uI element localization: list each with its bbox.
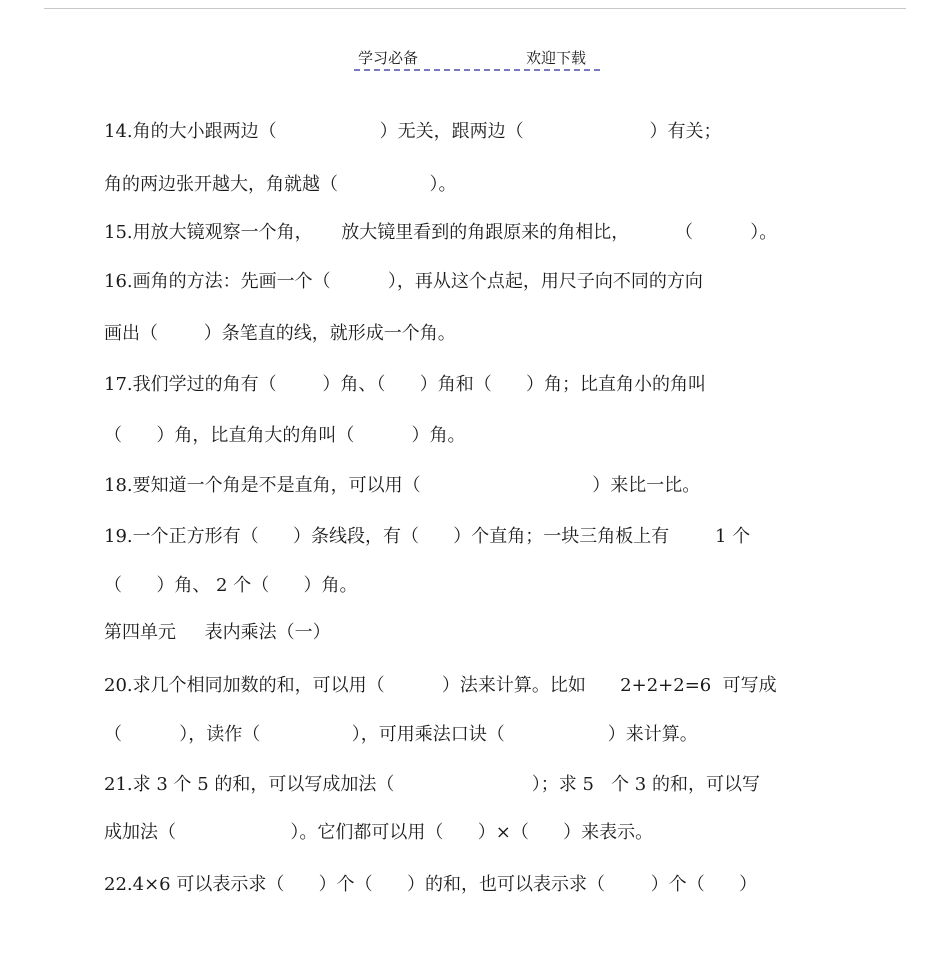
unit-four-heading: 第四单元 表内乘法（一）: [104, 622, 331, 643]
header-right-text: 欢迎下载: [526, 49, 587, 67]
question-22-line: 22.4×6 可以表示求（ ）个（ ）的和，也可以表示求（ ）个（ ）: [104, 874, 758, 895]
question-14-line-1: 14.角的大小跟两边（ ）无关，跟两边（ ）有关；: [104, 121, 722, 142]
question-19-line-2: （ ）角、 2 个（ ）角。: [104, 575, 358, 596]
question-16-line-2: 画出（ ）条笔直的线，就形成一个角。: [104, 323, 456, 344]
question-20-line-1: 20.求几个相同加数的和，可以用（ ）法来计算。比如 2+2+2=6 可写成: [104, 675, 777, 696]
question-20-line-2: （ ），读作（ ），可用乘法口诀（ ）来计算。: [104, 724, 698, 745]
question-15-line: 15.用放大镜观察一个角， 放大镜里看到的角跟原来的角相比， （ ）。: [104, 222, 778, 243]
header-left-text: 学习必备: [358, 49, 419, 67]
question-21-line-2: 成加法（ ）。它们都可以用（ ）×（ ）来表示。: [104, 822, 654, 843]
question-17-line-1: 17.我们学过的角有（ ）角、（ ）角和（ ）角；比直角小的角叫: [104, 374, 707, 395]
question-18-line: 18.要知道一个角是不是直角，可以用（ ）来比一比。: [104, 475, 701, 496]
question-17-line-2: （ ）角，比直角大的角叫（ ）角。: [104, 425, 466, 446]
question-14-line-2: 角的两边张开越大，角就越（ ）。: [104, 174, 457, 195]
question-16-line-1: 16.画角的方法：先画一个（ ），再从这个点起，用尺子向不同的方向: [104, 271, 703, 292]
page-header: [354, 44, 600, 70]
header-dashed-underline: [354, 69, 600, 71]
question-21-line-1: 21.求 3 个 5 的和，可以写成加法（ ）；求 5 个 3 的和，可以写: [104, 774, 760, 795]
top-rule: [44, 8, 906, 9]
question-19-line-1: 19.一个正方形有（ ）条线段，有（ ）个直角；一块三角板上有 1 个: [104, 526, 751, 547]
